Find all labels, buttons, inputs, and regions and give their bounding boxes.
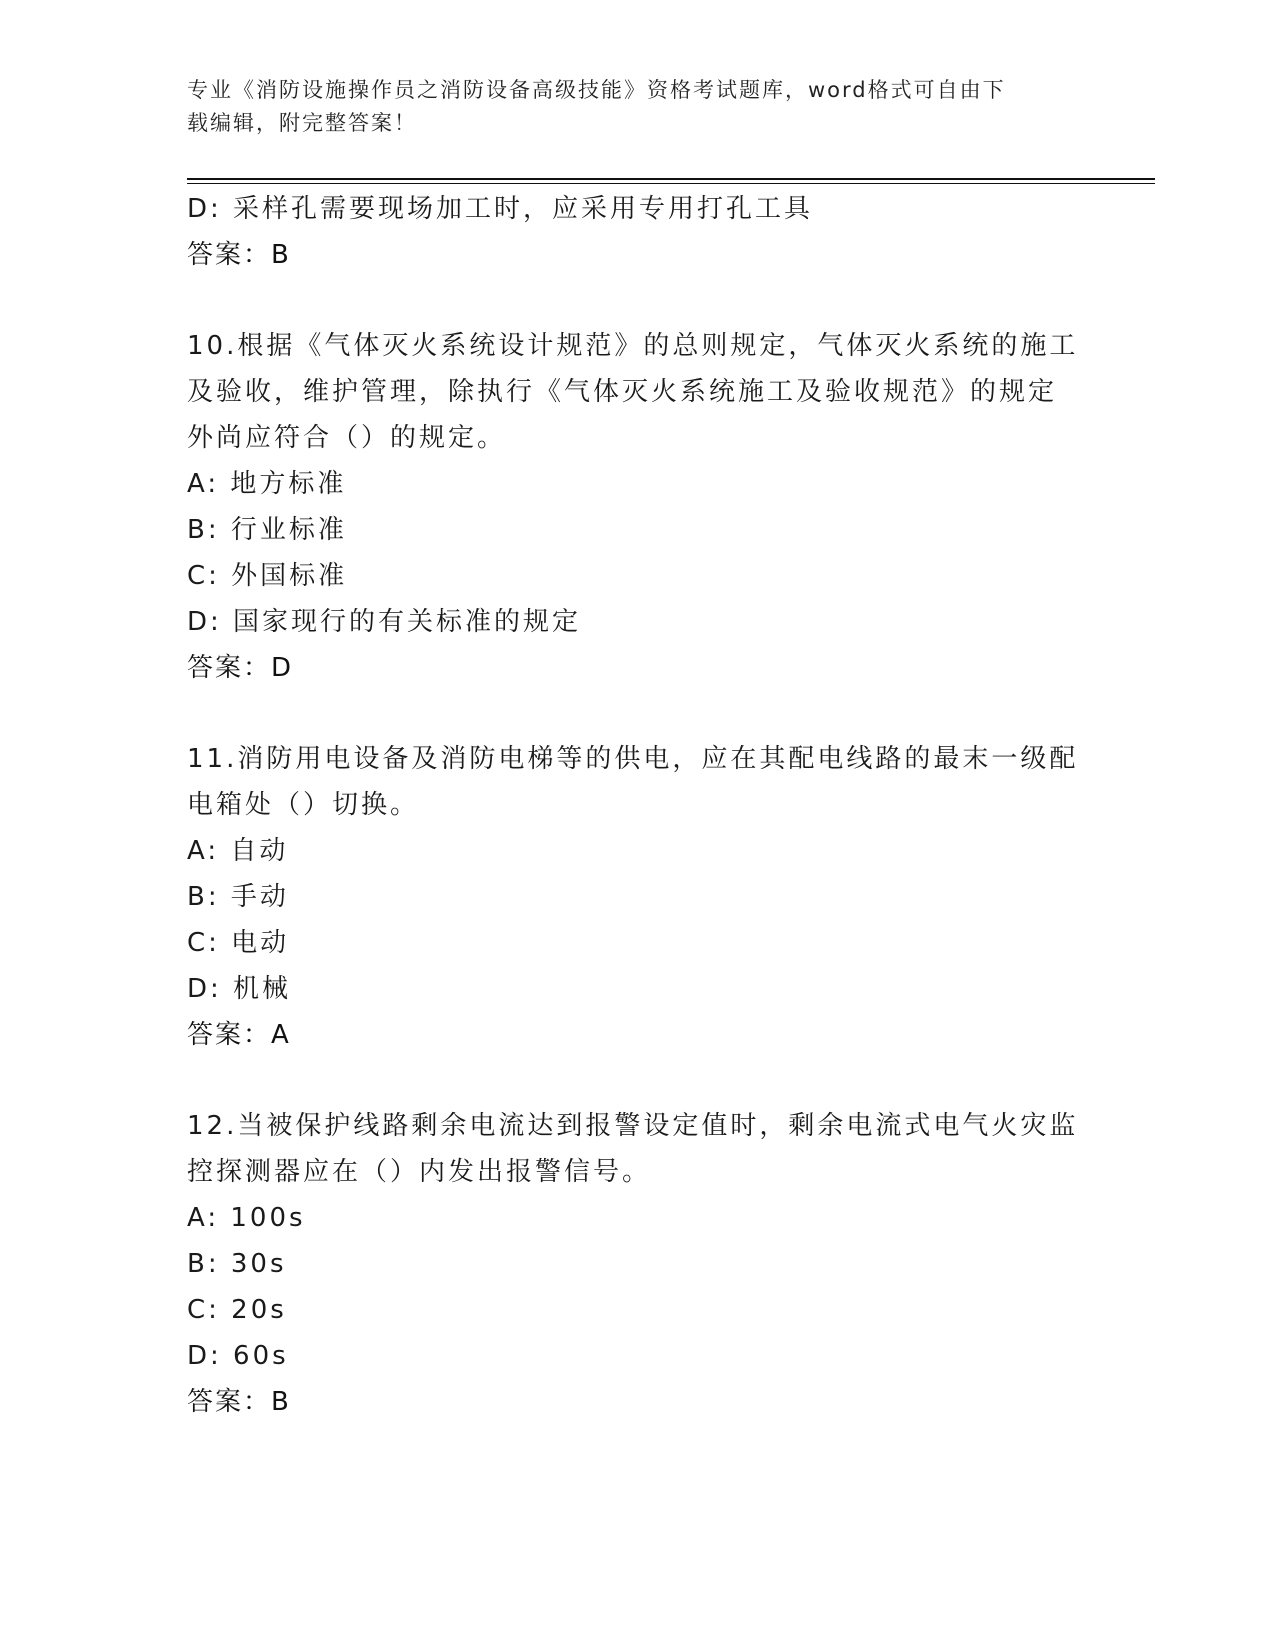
question-12 [187,1103,1087,1425]
answer-line: 答案：A [187,1020,291,1050]
option-c: C: 外国标准 [187,561,348,591]
header-divider-thick [187,178,1155,180]
option-a: A: 地方标准 [187,469,347,499]
option-b: B: 手动 [187,882,289,912]
option-b: B: 行业标准 [187,515,347,545]
question-content [187,186,1087,1425]
question-11 [187,736,1087,1058]
answer-line: 答案：B [187,1387,291,1417]
spacer [187,691,1087,736]
header-line-2: 载编辑，附完整答案！ [187,111,417,135]
option-c: C: 电动 [187,928,290,958]
option-d: D: 机械 [187,974,292,1004]
option-d: D: 采样孔需要现场加工时，应采用专用打孔工具 [187,194,814,224]
option-d: D: 60s [187,1341,289,1371]
question-stem-line: 外尚应符合（）的规定。 [187,423,507,453]
option-a: A: 100s [187,1203,306,1233]
header-divider-thin [187,183,1155,184]
option-b: B: 30s [187,1249,287,1279]
question-stem-line: 12.当被保护线路剩余电流达到报警设定值时，剩余电流式电气火灾监 [187,1111,1079,1141]
answer-line: 答案：B [187,240,291,270]
spacer [187,1058,1087,1103]
answer-line: 答案：D [187,653,294,683]
question-stem-line: 10.根据《气体灭火系统设计规范》的总则规定，气体灭火系统的施工 [187,331,1079,361]
page-header [187,74,1067,140]
carryover-question [187,186,1087,278]
question-stem-line: 11.消防用电设备及消防电梯等的供电，应在其配电线路的最末一级配 [187,744,1079,774]
option-c: C: 20s [187,1295,287,1325]
question-10 [187,323,1087,691]
header-line-1: 专业《消防设施操作员之消防设备高级技能》资格考试题库，word格式可自由下 [187,78,1006,102]
option-d: D: 国家现行的有关标准的规定 [187,607,582,637]
question-stem-line: 及验收，维护管理，除执行《气体灭火系统施工及验收规范》的规定 [187,377,1058,407]
question-stem-line: 电箱处（）切换。 [187,790,420,820]
option-a: A: 自动 [187,836,289,866]
spacer [187,278,1087,323]
question-stem-line: 控探测器应在（）内发出报警信号。 [187,1157,652,1187]
